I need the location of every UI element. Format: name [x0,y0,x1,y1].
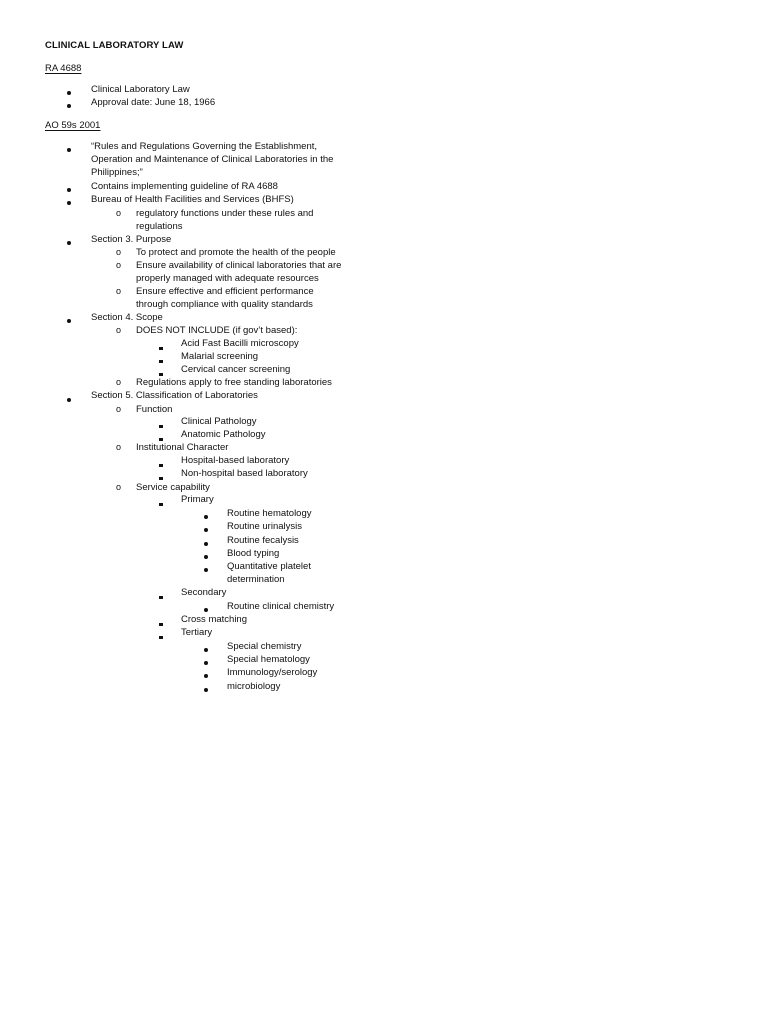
list-item: Immunology/serology [227,667,318,678]
list-item: Non-hospital based laboratory [181,468,308,479]
bullet-marker [67,183,71,196]
list-item: Cross matching [181,614,247,625]
list-item: Anatomic Pathology [181,429,266,440]
list-item: Malarial screening [181,351,259,362]
list-item: Routine clinical chemistry [227,601,335,612]
bullet-marker [204,537,208,550]
list-item: DOES NOT INCLUDE (if gov’t based): [136,325,298,336]
list-item: Special hematology [227,654,310,665]
list-item: Secondary [181,587,227,598]
bullet-marker [67,99,71,112]
bullet-marker [67,314,71,327]
square-bullet-marker [159,590,163,603]
bullet-marker [67,393,71,406]
list-item: Blood typing [227,548,280,559]
list-item: Routine hematology [227,508,312,519]
square-bullet-marker [159,630,163,643]
bullet-marker [67,86,71,99]
circle-bullet-marker: o [116,325,122,335]
list-item: Section 4. Scope [91,312,163,323]
list-item: Quantitative platelet [227,561,311,572]
bullet-marker [204,643,208,656]
list-item-continuation: Operation and Maintenance of Clinical Laboratories in the [91,154,334,165]
list-item: microbiology [227,681,281,692]
list-item: Routine fecalysis [227,535,299,546]
list-item: Approval date: June 18, 1966 [91,97,216,108]
list-item: Cervical cancer screening [181,364,291,375]
bullet-marker [67,236,71,249]
section-heading-ao-59s-2001: AO 59s 2001 [45,120,101,131]
list-item: Institutional Character [136,442,229,453]
circle-bullet-marker: o [116,260,122,270]
square-bullet-marker [159,341,163,354]
section-heading-ra-4688: RA 4688 [45,63,82,74]
document-title: CLINICAL LABORATORY LAW [45,40,184,51]
square-bullet-marker [159,354,163,367]
bullet-marker [204,510,208,523]
circle-bullet-marker: o [116,286,122,296]
list-item: Bureau of Health Facilities and Services (BHFS) [91,194,294,205]
list-item-continuation: Philippines;” [91,167,143,178]
circle-bullet-marker: o [116,208,122,218]
list-item: Section 5. Classification of Laboratories [91,390,258,401]
bullet-marker [204,550,208,563]
list-item: regulatory functions under these rules and [136,208,314,219]
list-item-continuation: through compliance with quality standards [136,299,313,310]
list-item-continuation: regulations [136,221,183,232]
bullet-marker [204,669,208,682]
circle-bullet-marker: o [116,377,122,387]
list-item: Routine urinalysis [227,521,302,532]
square-bullet-marker [159,617,163,630]
list-item: Clinical Laboratory Law [91,84,190,95]
list-item: Ensure effective and efficient performance [136,286,314,297]
list-item: Acid Fast Bacilli microscopy [181,338,299,349]
circle-bullet-marker: o [116,247,122,257]
circle-bullet-marker: o [116,482,122,492]
bullet-marker [67,143,71,156]
list-item: Section 3. Purpose [91,234,172,245]
list-item: Primary [181,494,214,505]
list-item: Function [136,404,173,415]
list-item: Special chemistry [227,641,302,652]
bullet-marker [204,656,208,669]
list-item: Clinical Pathology [181,416,257,427]
bullet-marker [67,196,71,209]
circle-bullet-marker: o [116,442,122,452]
list-item: Service capability [136,482,210,493]
bullet-marker [204,563,208,576]
list-item: Contains implementing guideline of RA 4688 [91,181,278,192]
bullet-marker [204,523,208,536]
list-item: Tertiary [181,627,213,638]
list-item: Regulations apply to free standing laboratories [136,377,332,388]
list-item: To protect and promote the health of the people [136,247,336,258]
list-item: Hospital-based laboratory [181,455,290,466]
list-item: “Rules and Regulations Governing the Establishment, [91,141,318,152]
square-bullet-marker [159,497,163,510]
square-bullet-marker [159,458,163,471]
list-item: Ensure availability of clinical laboratories that are [136,260,342,271]
square-bullet-marker [159,419,163,432]
list-item-continuation: determination [227,574,285,585]
list-item-continuation: properly managed with adequate resources [136,273,319,284]
circle-bullet-marker: o [116,404,122,414]
bullet-marker [204,683,208,696]
